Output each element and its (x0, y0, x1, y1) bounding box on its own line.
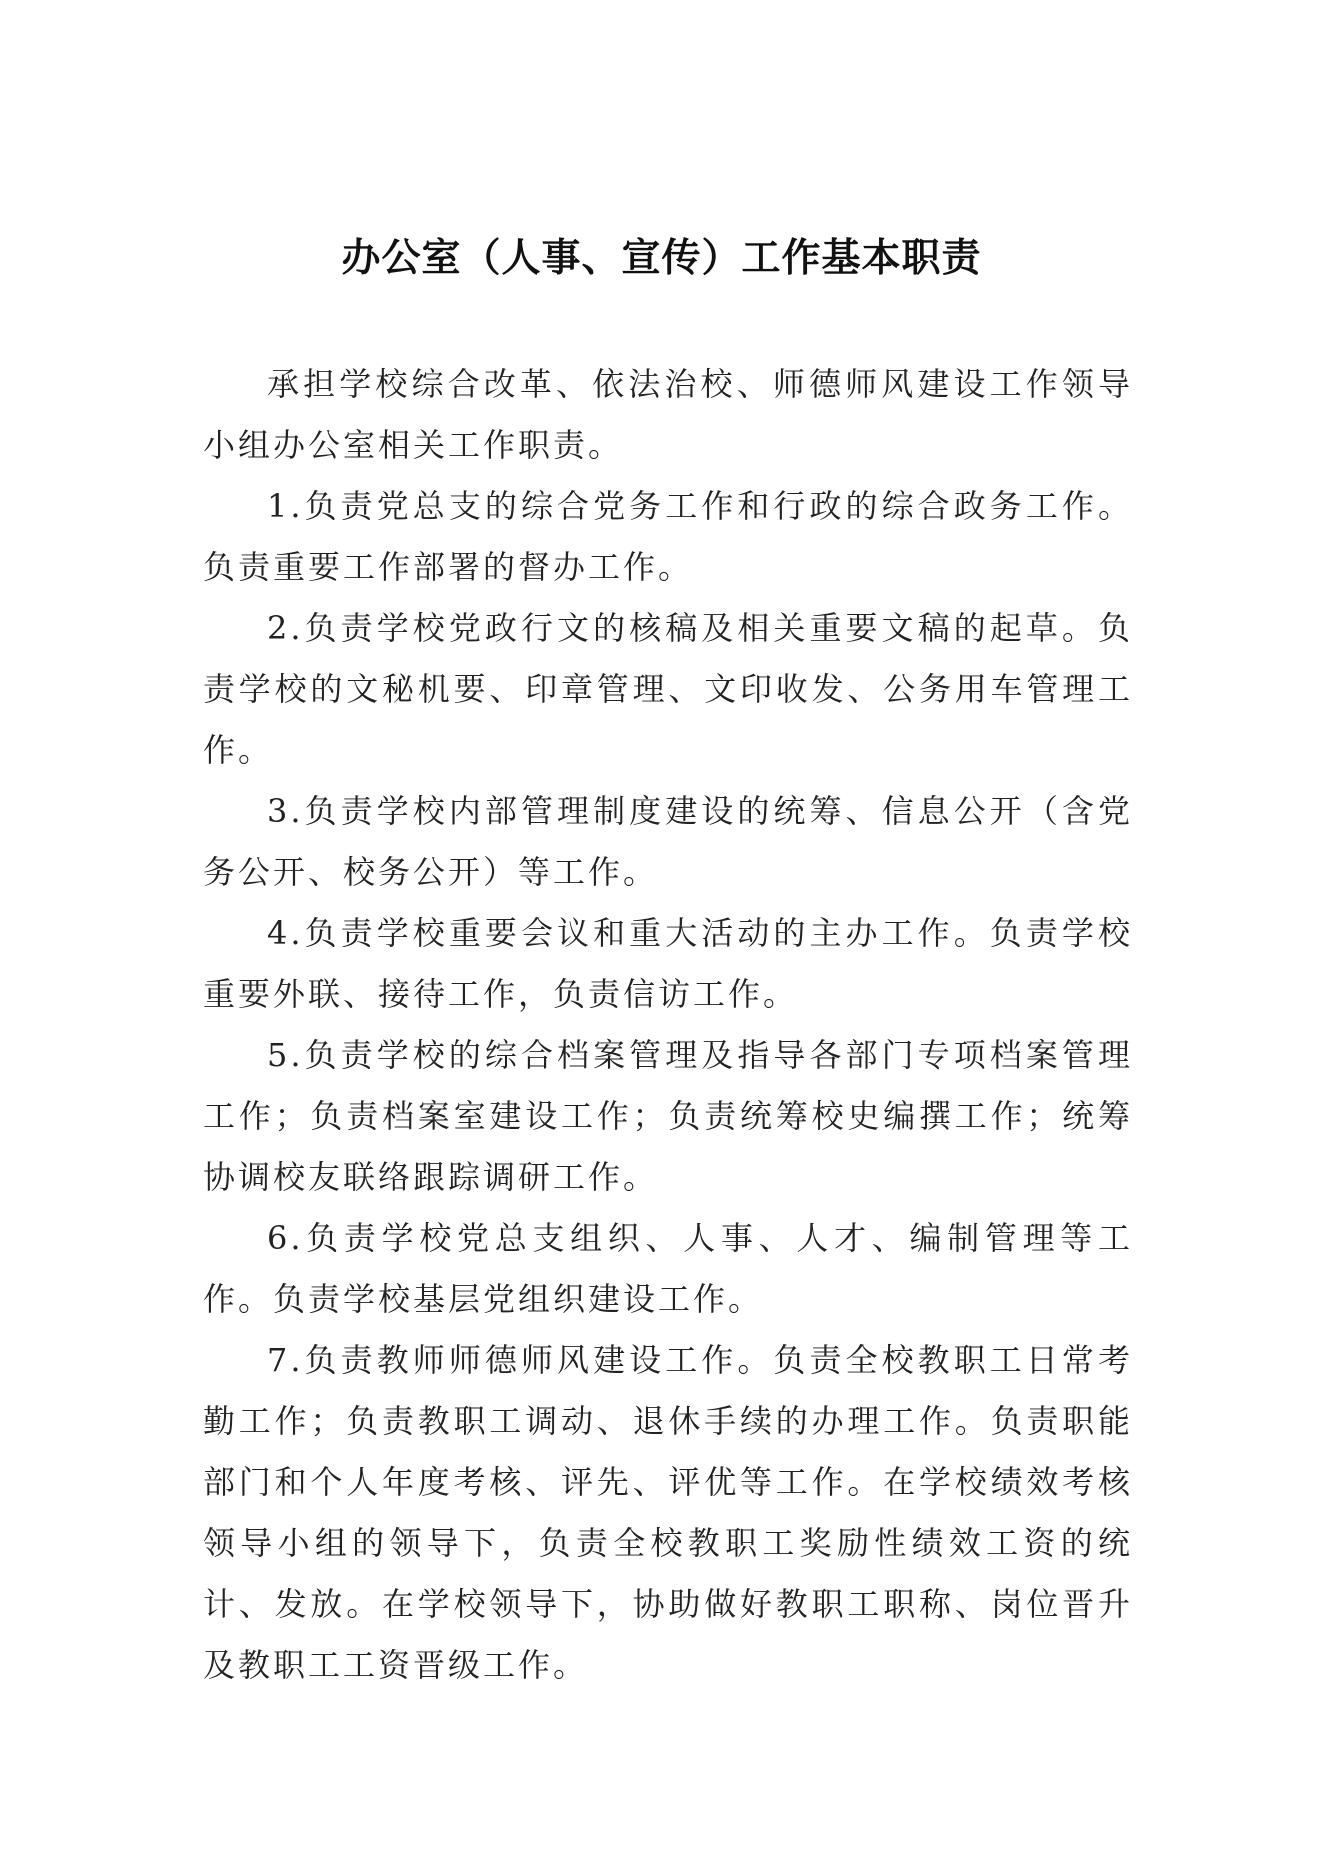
paragraph-intro: 承担学校综合改革、依法治校、师德师风建设工作领导小组办公室相关工作职责。 (203, 365, 1133, 464)
paragraph-item-7: 7.负责教师师德师风建设工作。负责全校教职工日常考勤工作；负责教职工调动、退休手续的办理工作。负责职能部门和个人年度考核、评先、评优等工作。在学校绩效考核领导小组的领导下，负责全校教职工奖励性绩效工资的统计、发放。在学校领导下，协助做好教职工职称、岗位晋升及教职工工资晋级工作。 (203, 1341, 1133, 1684)
paragraph-item-1: 1.负责党总支的综合党务工作和行政的综合政务工作。负责重要工作部署的督办工作。 (203, 487, 1133, 586)
paragraph-item-2: 2.负责学校党政行文的核稿及相关重要文稿的起草。负责学校的文秘机要、印章管理、文印收发、公务用车管理工作。 (203, 609, 1133, 769)
paragraph-item-4: 4.负责学校重要会议和重大活动的主办工作。负责学校重要外联、接待工作，负责信访工作。 (203, 914, 1133, 1013)
paragraph-item-5: 5.负责学校的综合档案管理及指导各部门专项档案管理工作；负责档案室建设工作；负责统筹校史编撰工作；统筹协调校友联络跟踪调研工作。 (203, 1036, 1133, 1196)
document-body (203, 354, 1133, 1696)
document-title: 办公室（人事、宣传）工作基本职责 (341, 235, 982, 281)
paragraph-item-3: 3.负责学校内部管理制度建设的统筹、信息公开（含党务公开、校务公开）等工作。 (203, 792, 1133, 891)
paragraph-item-6: 6.负责学校党总支组织、人事、人才、编制管理等工作。负责学校基层党组织建设工作。 (203, 1219, 1133, 1318)
